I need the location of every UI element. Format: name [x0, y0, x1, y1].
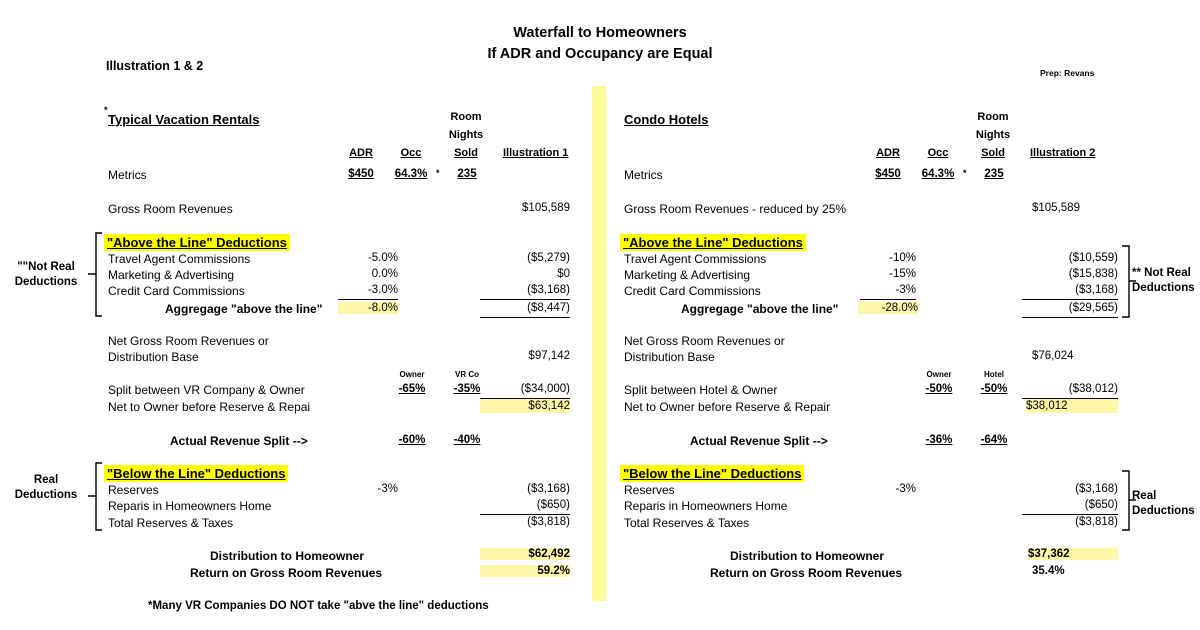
left-col-nights-line1: Room — [450, 111, 482, 123]
right-margin-note-real — [1118, 489, 1200, 519]
left-btl-total-label: Total Reserves & Taxes — [108, 516, 234, 530]
right-margin-note-not-real-line1: ** Not Real — [1132, 267, 1191, 279]
left-net-to-owner-label: Net to Owner before Reserve & Repai — [108, 400, 311, 414]
right-atl-row2-label: Credit Card Commissions — [624, 284, 761, 298]
left-section-title-star: * — [104, 105, 108, 115]
left-col-nights-line3: Sold — [454, 147, 478, 159]
right-btl-row0-value: ($3,168) — [1075, 483, 1118, 495]
prepared-by-label: Prep: Revans — [1040, 68, 1095, 78]
left-margin-note-real — [0, 473, 92, 503]
left-above-line-heading: "Above the Line" Deductions — [104, 234, 290, 251]
right-atl-total-label: Aggregage "above the line" — [681, 302, 839, 316]
right-atl-row0-label: Travel Agent Commissions — [624, 252, 767, 266]
right-btl-total-label: Total Reserves & Taxes — [624, 516, 750, 530]
left-metrics-occ-star: * — [436, 168, 440, 178]
left-gross-value: $105,589 — [522, 202, 570, 214]
left-metrics-nights: 235 — [457, 168, 477, 180]
right-netgross-label-line1: Net Gross Room Revenues or — [624, 334, 785, 348]
left-split-head-vrco: VR Co — [455, 370, 479, 379]
left-netgross-label-line2: Distribution Base — [108, 350, 199, 364]
right-gross-label: Gross Room Revenues - reduced by 25% — [624, 202, 847, 216]
left-btl-row1-value: ($650) — [536, 499, 570, 511]
right-netgross-value: $76,024 — [1032, 350, 1074, 362]
right-col-nights-line3: Sold — [981, 147, 1005, 159]
left-bracket-real — [84, 462, 106, 532]
right-split-value: ($38,012) — [1068, 383, 1118, 395]
right-split-head-owner: Owner — [926, 370, 952, 379]
right-metrics-occ-star: * — [963, 168, 967, 178]
left-net-to-owner-value: $63,142 — [480, 399, 570, 413]
right-actual-split-label: Actual Revenue Split --> — [690, 434, 828, 448]
right-atl-row1-value: ($15,838) — [1068, 268, 1118, 280]
left-margin-note-not-real-line1: ""Not Real — [17, 261, 75, 273]
left-bracket-not-real — [84, 232, 106, 318]
panel-divider — [592, 86, 606, 601]
left-atl-row0-value: ($5,279) — [527, 252, 570, 264]
left-actual-split-pct-owner: -60% — [398, 434, 426, 446]
right-atl-row1-pct: -15% — [889, 268, 916, 280]
right-col-nights-line2: Nights — [975, 129, 1011, 141]
left-split-value: ($34,000) — [520, 383, 570, 395]
left-return-label: Return on Gross Room Revenues — [190, 566, 383, 580]
right-col-nights-line1: Room — [977, 111, 1009, 123]
left-btl-row0-pct: -3% — [377, 483, 398, 495]
right-col-illustration: Illustration 2 — [1030, 147, 1096, 159]
left-actual-split-label: Actual Revenue Split --> — [170, 434, 308, 448]
right-below-line-heading: "Below the Line" Deductions — [620, 465, 804, 482]
right-col-occ: Occ — [927, 147, 949, 159]
right-margin-note-real-line2: Deductions — [1132, 505, 1195, 517]
right-atl-row2-pct: -3% — [895, 284, 916, 296]
right-atl-row1-label: Marketing & Advertising — [624, 268, 751, 282]
right-split-pct-owner: -50% — [925, 383, 953, 395]
right-net-to-owner-value: $38,012 — [1026, 399, 1118, 413]
left-atl-row2-value: ($3,168) — [527, 284, 570, 296]
left-margin-note-real-line1: Real — [33, 474, 59, 486]
right-metrics-nights: 235 — [984, 168, 1004, 180]
left-col-adr: ADR — [349, 147, 373, 159]
right-split-pct-hotel: -50% — [980, 383, 1008, 395]
right-section-title: Condo Hotels — [624, 112, 709, 127]
left-atl-total-pct: -8.0% — [338, 302, 398, 314]
left-actual-split-pct-vrco: -40% — [453, 434, 481, 446]
right-metrics-adr: $450 — [875, 168, 901, 180]
left-btl-row0-value: ($3,168) — [527, 483, 570, 495]
left-atl-row2-label: Credit Card Commissions — [108, 284, 245, 298]
left-netgross-label-line1: Net Gross Room Revenues or — [108, 334, 269, 348]
right-atl-row0-value: ($10,559) — [1068, 252, 1118, 264]
left-netgross-value: $97,142 — [528, 350, 570, 362]
right-col-adr: ADR — [876, 147, 900, 159]
left-btl-row1-label: Reparis in Homeowners Home — [108, 499, 272, 513]
right-netgross-label-line2: Distribution Base — [624, 350, 715, 364]
left-atl-row1-value: $0 — [557, 268, 570, 280]
left-col-occ: Occ — [400, 147, 422, 159]
left-col-nights-line2: Nights — [448, 129, 484, 141]
left-split-pct-owner: -65% — [398, 383, 426, 395]
right-margin-note-not-real-line2: Deductions — [1132, 282, 1195, 294]
right-atl-total-pct: -28.0% — [858, 302, 918, 314]
left-split-pct-vrco: -35% — [453, 383, 481, 395]
footnote: *Many VR Companies DO NOT take "abve the line" deductions — [148, 600, 489, 612]
right-split-label: Split between Hotel & Owner — [624, 383, 778, 397]
left-metrics-adr: $450 — [348, 168, 374, 180]
right-return-label: Return on Gross Room Revenues — [710, 566, 903, 580]
right-metrics-label: Metrics — [624, 168, 663, 182]
right-btl-row0-label: Reserves — [624, 483, 675, 497]
right-actual-split-pct-hotel: -64% — [980, 434, 1008, 446]
left-atl-row1-pct: 0.0% — [371, 268, 398, 280]
left-return-value: 59.2% — [480, 565, 570, 577]
left-metrics-label: Metrics — [108, 168, 147, 182]
right-margin-note-real-line1: Real — [1132, 490, 1157, 502]
right-margin-note-not-real — [1118, 266, 1200, 296]
left-atl-total-label: Aggregage "above the line" — [165, 302, 323, 316]
right-metrics-occ: 64.3% — [921, 168, 955, 180]
left-split-head-owner: Owner — [399, 370, 425, 379]
left-atl-row0-label: Travel Agent Commissions — [108, 252, 251, 266]
right-btl-row0-pct: -3% — [895, 483, 916, 495]
left-btl-total-value: ($3,818) — [527, 516, 570, 528]
right-distribution-label: Distribution to Homeowner — [730, 549, 884, 563]
left-margin-note-not-real — [0, 260, 92, 290]
left-margin-note-not-real-line2: Deductions — [14, 276, 78, 288]
left-atl-total-value: ($8,447) — [527, 302, 570, 314]
left-distribution-label: Distribution to Homeowner — [210, 549, 364, 563]
left-split-label: Split between VR Company & Owner — [108, 383, 305, 397]
right-return-value: 35.4% — [1032, 565, 1065, 577]
left-metrics-occ: 64.3% — [394, 168, 428, 180]
page-title-line1: Waterfall to Homeowners — [513, 25, 687, 41]
right-btl-row1-value: ($650) — [1084, 499, 1118, 511]
right-distribution-value: $37,362 — [1028, 548, 1118, 560]
left-margin-note-real-line2: Deductions — [14, 489, 78, 501]
right-actual-split-pct-owner: -36% — [925, 434, 953, 446]
left-section-title: Typical Vacation Rentals — [108, 112, 260, 127]
left-distribution-value: $62,492 — [480, 548, 570, 560]
right-net-to-owner-label: Net to Owner before Reserve & Repair — [624, 400, 831, 414]
right-above-line-heading: "Above the Line" Deductions — [620, 234, 806, 251]
left-btl-row0-label: Reserves — [108, 483, 159, 497]
left-col-illustration: Illustration 1 — [503, 147, 569, 159]
page-title-line2: If ADR and Occupancy are Equal — [487, 46, 713, 62]
right-split-head-hotel: Hotel — [984, 370, 1004, 379]
left-atl-row2-pct: -3.0% — [367, 284, 398, 296]
right-btl-row1-label: Reparis in Homeowners Home — [624, 499, 788, 513]
right-gross-value: $105,589 — [1032, 202, 1080, 214]
left-atl-row1-label: Marketing & Advertising — [108, 268, 235, 282]
left-atl-row0-pct: -5.0% — [367, 252, 398, 264]
illustration-tag: Illustration 1 & 2 — [106, 59, 204, 73]
left-below-line-heading: "Below the Line" Deductions — [104, 465, 288, 482]
right-atl-row0-pct: -10% — [889, 252, 916, 264]
right-atl-total-value: ($29,565) — [1068, 302, 1118, 314]
right-btl-total-value: ($3,818) — [1075, 516, 1118, 528]
left-gross-label: Gross Room Revenues — [108, 202, 233, 216]
right-atl-row2-value: ($3,168) — [1075, 284, 1118, 296]
